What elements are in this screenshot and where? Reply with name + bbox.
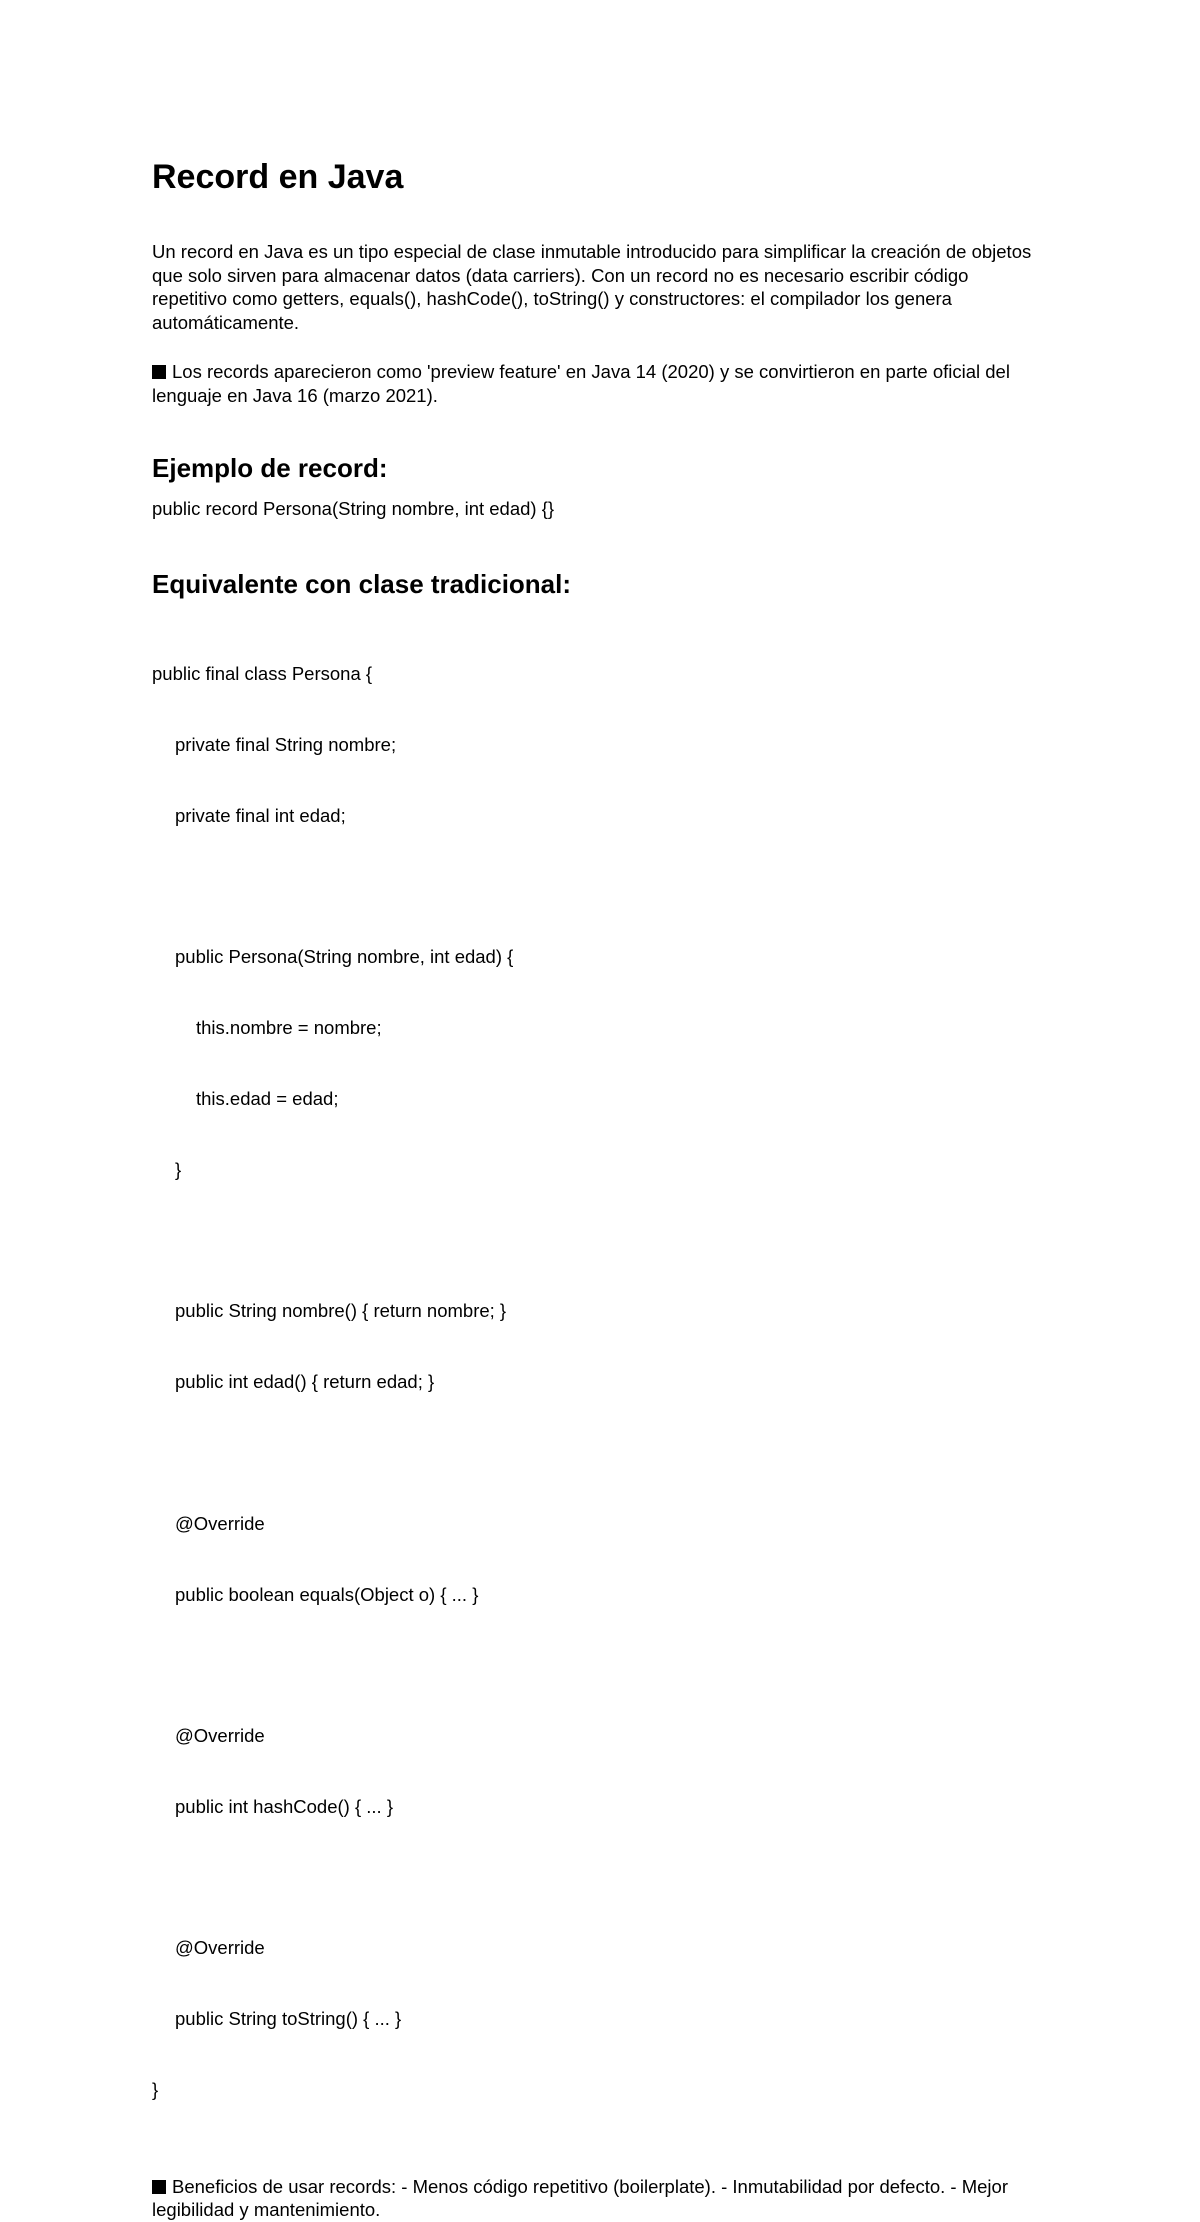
document-content [152,150,1042,2222]
code-line-blank [152,1441,1042,1465]
code-line: public int edad() { return edad; } [175,1371,435,1393]
code-line: @Override [175,1512,265,1534]
code-line-blank [152,875,1042,899]
code-line: public int hashCode() { ... } [175,1795,394,1817]
example-heading: Ejemplo de record: [152,452,388,483]
code-line: private final String nombre; [175,734,397,756]
code-line: this.edad = edad; [196,1088,339,1110]
benefits-note-text: Beneficios de usar records: - Menos código repetitivo (boilerplate). - Inmutabilidad por defecto. - Mejor legibilidad y mantenimiento. [152,2175,1008,2221]
code-line: this.nombre = nombre; [196,1017,382,1039]
code-line: private final int edad; [175,804,346,826]
class-code-example [152,615,1042,2149]
code-line: public boolean equals(Object o) { ... } [175,1583,479,1605]
benefits-note [152,2175,1042,2222]
intro-paragraph: Un record en Java es un tipo especial de clase inmutable introducido para simplificar la creación de objetos que solo sirven para almacenar datos (data carriers). Con un record no es necesario escribir código repetitivo como getters, equals(), hashCode(), toString() y constructores: el compilador los genera automáticamente. [152,241,1032,333]
code-line: public String toString() { ... } [175,2008,402,2030]
code-line-blank [152,1653,1042,1677]
code-line: @Override [175,1937,265,1959]
code-line: public String nombre() { return nombre; } [175,1300,507,1322]
square-bullet-icon [152,365,166,379]
history-note [152,360,1042,407]
code-line: public Persona(String nombre, int edad) { [175,946,514,968]
history-note-text: Los records aparecieron como 'preview feature' en Java 14 (2020) y se convirtieron en parte oficial del lenguaje en Java 16 (marzo 2021). [152,361,1010,406]
code-line: } [152,2078,159,2100]
code-line: public final class Persona { [152,663,373,685]
code-line-blank [152,1229,1042,1253]
code-line: } [175,1158,182,1180]
code-line: @Override [175,1725,265,1747]
square-bullet-icon [152,2180,166,2194]
page-title: Record en Java [152,158,404,196]
record-code-example: public record Persona(String nombre, int edad) {} [152,497,555,519]
code-line-blank [152,1866,1042,1890]
equivalent-heading: Equivalente con clase tradicional: [152,569,572,600]
